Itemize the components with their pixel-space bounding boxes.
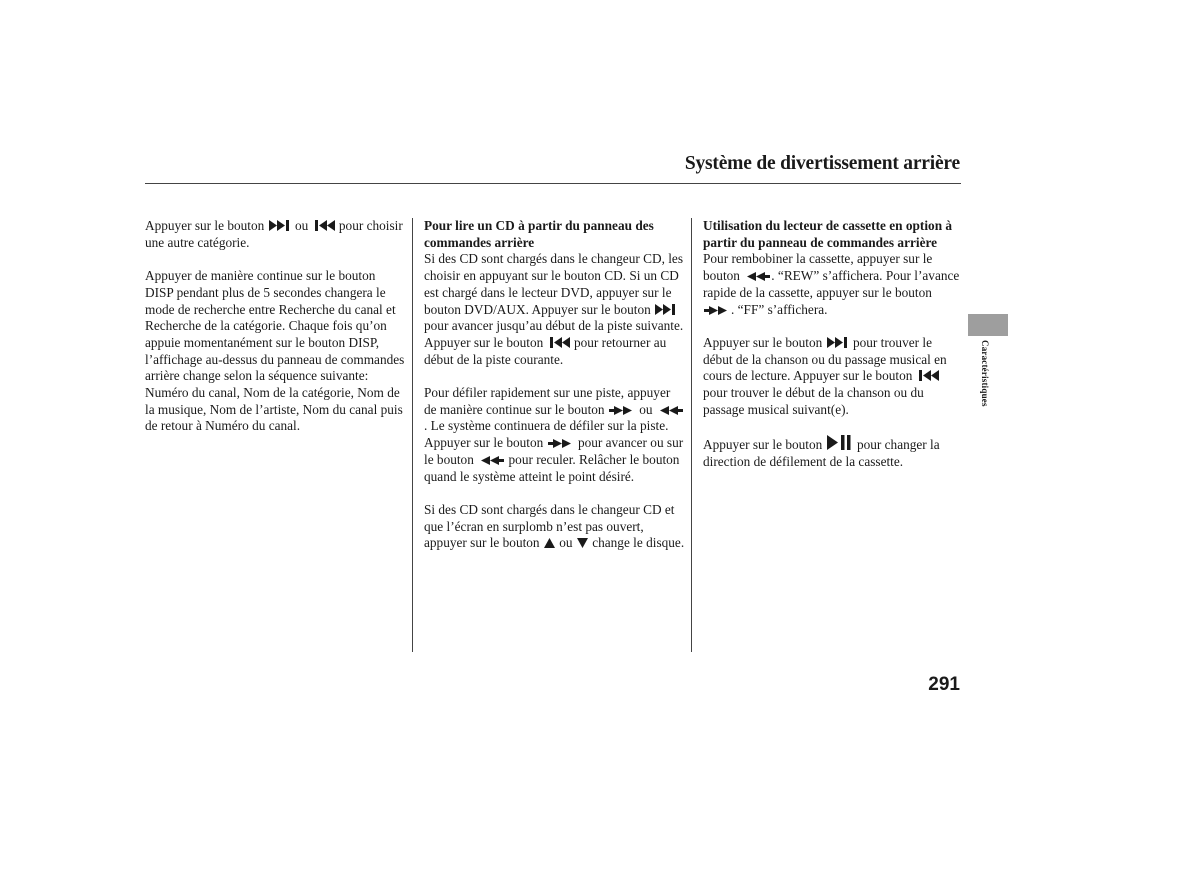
page-number: 291	[928, 674, 960, 695]
rewind-icon	[744, 272, 770, 281]
section-tab-label: Caractéristiques	[980, 340, 990, 407]
text-span: Appuyer sur le bouton	[703, 437, 823, 453]
text-span: Pour défiler rapidement sur une piste, appuyer de manière continue sur le bouton	[424, 385, 671, 417]
text-span: Appuyer sur le bouton	[531, 301, 651, 317]
text-span: change le disque.	[592, 535, 685, 551]
skip-forward-icon	[827, 337, 849, 348]
text-span: Pour rembobiner la cassette, appuyer sur le bouton	[703, 251, 933, 284]
header-divider	[145, 183, 961, 184]
text-span: pour avancer jusqu’au début de la piste suivante. Appuyer sur le bouton	[424, 318, 684, 350]
up-triangle-icon	[544, 538, 555, 548]
page-title: Système de divertissement arrière	[684, 153, 960, 174]
column-divider	[412, 218, 413, 652]
text-span: ou	[639, 401, 653, 417]
text-span: ou	[559, 535, 573, 551]
text-span: ou	[294, 218, 309, 233]
paragraph	[703, 251, 961, 318]
skip-forward-icon	[655, 304, 677, 315]
section-heading: Utilisation du lecteur de cassette en option à partir du panneau de commandes arrière	[703, 218, 953, 250]
paragraph: Appuyer de manière continue sur le bouton DISP pendant plus de 5 secondes changera le mode de recherche entre Recherche du canal et Recherche de la catégorie. Chaque fois qu’on appuie momentanément sur le bouton DISP, l’affichage au-dessus du panneau de commandes arrière change selon la séquence suivante: Numéro du canal, Nom de la catégorie, Nom de la musique, Nom de l’artiste, Nom du canal puis de retour à Numéro du canal.	[145, 268, 405, 434]
text-span: . “REW” s’affichera. Pour l’avance rapide de la cassette, appuyer sur le bouton	[703, 268, 960, 300]
paragraph	[424, 251, 686, 368]
paragraph	[703, 335, 961, 419]
text-span: Si des CD sont chargés dans le changeur CD, les choisir en appuyant sur le bouton CD. Si un CD est chargé dans le lecteur DVD, appuyer sur le bouton DVD/AUX.	[424, 251, 683, 317]
fast-forward-icon	[609, 406, 635, 415]
text-span: Appuyer sur le bouton	[145, 218, 265, 233]
fast-forward-icon	[548, 439, 574, 448]
section-tab	[968, 314, 1008, 336]
text-span: . “FF” s’affichera.	[731, 301, 828, 317]
skip-back-icon	[917, 370, 939, 381]
paragraph	[703, 435, 961, 470]
play-pause-icon	[827, 435, 853, 450]
column-1	[145, 218, 407, 435]
text-span: pour changer la direction de défilement de la cassette.	[703, 437, 940, 469]
column-2	[424, 218, 686, 552]
rewind-icon	[657, 406, 683, 415]
text-span: Appuyer sur le bouton	[703, 334, 823, 350]
down-triangle-icon	[577, 538, 588, 548]
rewind-icon	[478, 456, 504, 465]
text-span: pour reculer. Relâcher le bouton quand le système atteint le point désiré.	[424, 451, 680, 484]
text-span: pour choisir une autre catégorie.	[145, 218, 403, 250]
column-divider	[691, 218, 692, 652]
text-span: Si des CD sont chargés dans le changeur CD et que l’écran en surplomb n’est pas ouvert, appuyer sur le bouton	[424, 501, 675, 551]
skip-back-icon	[313, 220, 335, 231]
text-span: pour trouver le début de la chanson ou du passage musical suivant(e).	[703, 385, 924, 417]
text-span: pour retourner au début de la piste courante.	[424, 334, 667, 367]
text-span: pour trouver le début de la chanson ou du passage musical en cours de lecture. Appuyer sur le bouton	[703, 334, 947, 384]
skip-forward-icon	[269, 220, 291, 231]
skip-back-icon	[548, 337, 570, 348]
fast-forward-icon	[704, 306, 730, 315]
text-span: pour avancer ou sur le bouton	[424, 435, 684, 467]
paragraph	[424, 385, 686, 485]
section-heading: Pour lire un CD à partir du panneau des commandes arrière	[424, 218, 654, 250]
column-3	[703, 218, 961, 471]
paragraph	[145, 218, 407, 251]
paragraph	[424, 502, 686, 552]
text-span: . Le système continuera de défiler sur la piste. Appuyer sur le bouton	[424, 418, 669, 451]
